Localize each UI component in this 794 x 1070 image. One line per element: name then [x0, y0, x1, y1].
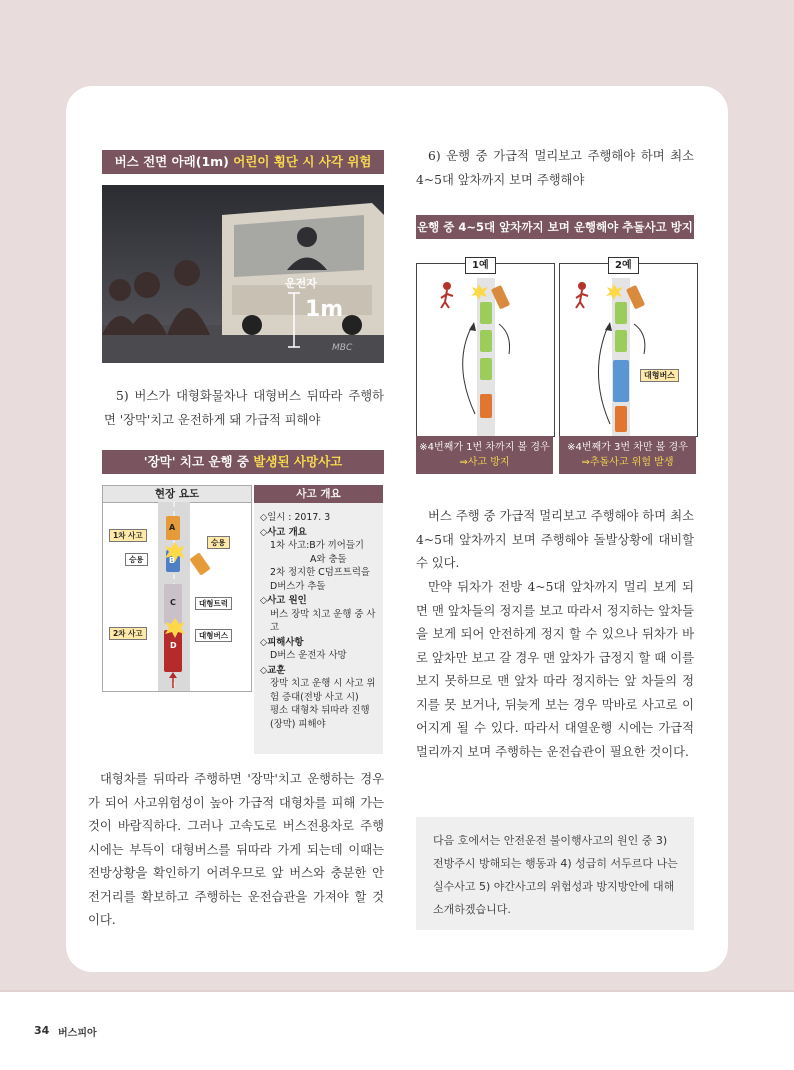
- summary-date: ◇일시 : 2017. 3: [260, 512, 331, 523]
- summary-damage-label: ◇피해사항: [260, 636, 304, 648]
- example-2-caption: ※4번째가 3번 차만 볼 경우 ⇒추돌사고 위험 발생: [559, 436, 696, 474]
- tag-car-right: 승용: [207, 536, 230, 549]
- example-1-label: 1예: [465, 257, 496, 274]
- accident-summary: [254, 485, 383, 754]
- tag-bus: 대형버스: [195, 629, 232, 642]
- letter-d: D: [170, 641, 177, 650]
- summary-lesson-1: 장막 치고 운행 시 사고 위험 증대(전방 사고 시): [270, 678, 376, 703]
- summary-lesson-label: ◇교훈: [260, 664, 286, 676]
- tag-first-accident: 1차 사고: [109, 529, 147, 542]
- example-1-caption: ※4번째가 1번 차까지 볼 경우 ⇒사고 방지: [416, 436, 553, 474]
- height-label: 1m: [305, 297, 344, 322]
- letter-c: C: [170, 598, 176, 607]
- paragraph-bottom-left: 대형차를 뒤따라 주행하면 '장막'치고 운행하는 경우가 되어 사고위험성이 높아 가급적 대형차를 피해 가는 것이 바람직하다. 그러나 고속도로 버스전용차로 주행시에는 부득이 대형버스를 뒤따라 가게 되는데 이때는 전방상황을 확인하기 어려우므로 앞 버스와 충분한 안전거리를 확보하고 주행하는 운전습관을 가져야 할 것이다.: [88, 772, 384, 927]
- example-1-diagram: [416, 260, 555, 437]
- site-diagram: [102, 485, 252, 692]
- letter-a: A: [169, 523, 176, 532]
- summary-overview-1: 1차 사고:B가 끼어들기: [270, 540, 364, 551]
- summary-cause-label: ◇사고 원인: [260, 595, 307, 606]
- paragraph-right-a: 버스 주행 중 가급적 멀리보고 주행해야 하며 최소 4~5대 앞차까지 보며 주행해야 돌발상황에 대비할 수 있다.: [416, 509, 694, 570]
- paragraph-6: 6) 운행 중 가급적 멀리보고 주행해야 하며 최소 4~5대 앞차까지 보며 주행해야: [416, 149, 694, 187]
- tag-second-accident: 2차 사고: [109, 627, 147, 640]
- page-number: 34: [34, 1024, 50, 1037]
- next-issue-note: 다음 호에서는 안전운전 불이행사고의 원인 중 3) 전방주시 방해되는 행동과 4) 성급히 서두르다 나는 실수사고 5) 야간사고의 위험성과 방지방안에 대해 소개하겠습니다.: [416, 817, 694, 930]
- magazine-name: 버스피아: [58, 1028, 97, 1039]
- blindspot-photo: [102, 185, 384, 363]
- summary-damage: D버스 운전자 사망: [270, 650, 347, 661]
- section-header-blindspot: 버스 전면 아래(1m) 어린이 횡단 시 사각 위험: [102, 150, 384, 174]
- driver-label: 운전자: [285, 277, 317, 290]
- section-header-fatal: '장막' 치고 운행 중 발생된 사망사고: [102, 450, 384, 474]
- site-diagram-title: 현장 요도: [103, 486, 251, 503]
- summary-overview-label: ◇사고 개요: [260, 526, 307, 538]
- summary-overview-1b: A와 충돌: [310, 553, 347, 565]
- summary-lesson-2: 평소 대형차 뒤따라 진행(장막) 피해야: [270, 705, 370, 730]
- example-2-diagram: [559, 260, 698, 437]
- summary-cause: 버스 장막 치고 운행 중 사고: [270, 608, 376, 633]
- footer: [0, 990, 794, 1070]
- example-2-label: 2예: [608, 257, 639, 274]
- paragraph-right-b: 만약 뒤차가 전방 4~5대 앞차까지 멀리 보게 되면 맨 앞차들의 정지를 보고 따라서 정지하는 앞차들을 보게 되어 안전하게 정지 할 수 있으나 뒤차가 바로 앞차만 보고 갈 경우 맨 앞차가 급정지 할 때 이를 보지 못하므로 맨 앞차 따라 정지하는 앞 차들의 정지를 못 보거나, 뒤늦게 보는 경우 막바로 사고로 이어지게 될 수 있다. 따라서 대열운행 시에는 가급적 멀리까지 보며 주행하는 운전습관이 필요한 것이다.: [416, 580, 694, 759]
- paragraph-5: 5) 버스가 대형화물차나 대형버스 뒤따라 주행하면 '장막'치고 운전하게 돼 가급적 피해야: [104, 389, 384, 427]
- letter-b: B: [169, 556, 176, 565]
- summary-title: 사고 개요: [254, 485, 383, 503]
- section-header-collision: 운행 중 4~5대 앞차까지 보며 운행해야 추돌사고 방지: [416, 215, 694, 239]
- summary-overview-2: 2차 정지한 C덤프트럭을 D버스가 추돌: [270, 567, 370, 592]
- tag-car-left: 승용: [125, 553, 148, 566]
- photo-watermark: MBC: [332, 343, 353, 353]
- tag-truck: 대형트럭: [195, 597, 232, 610]
- tag-large-bus: 대형버스: [640, 369, 679, 382]
